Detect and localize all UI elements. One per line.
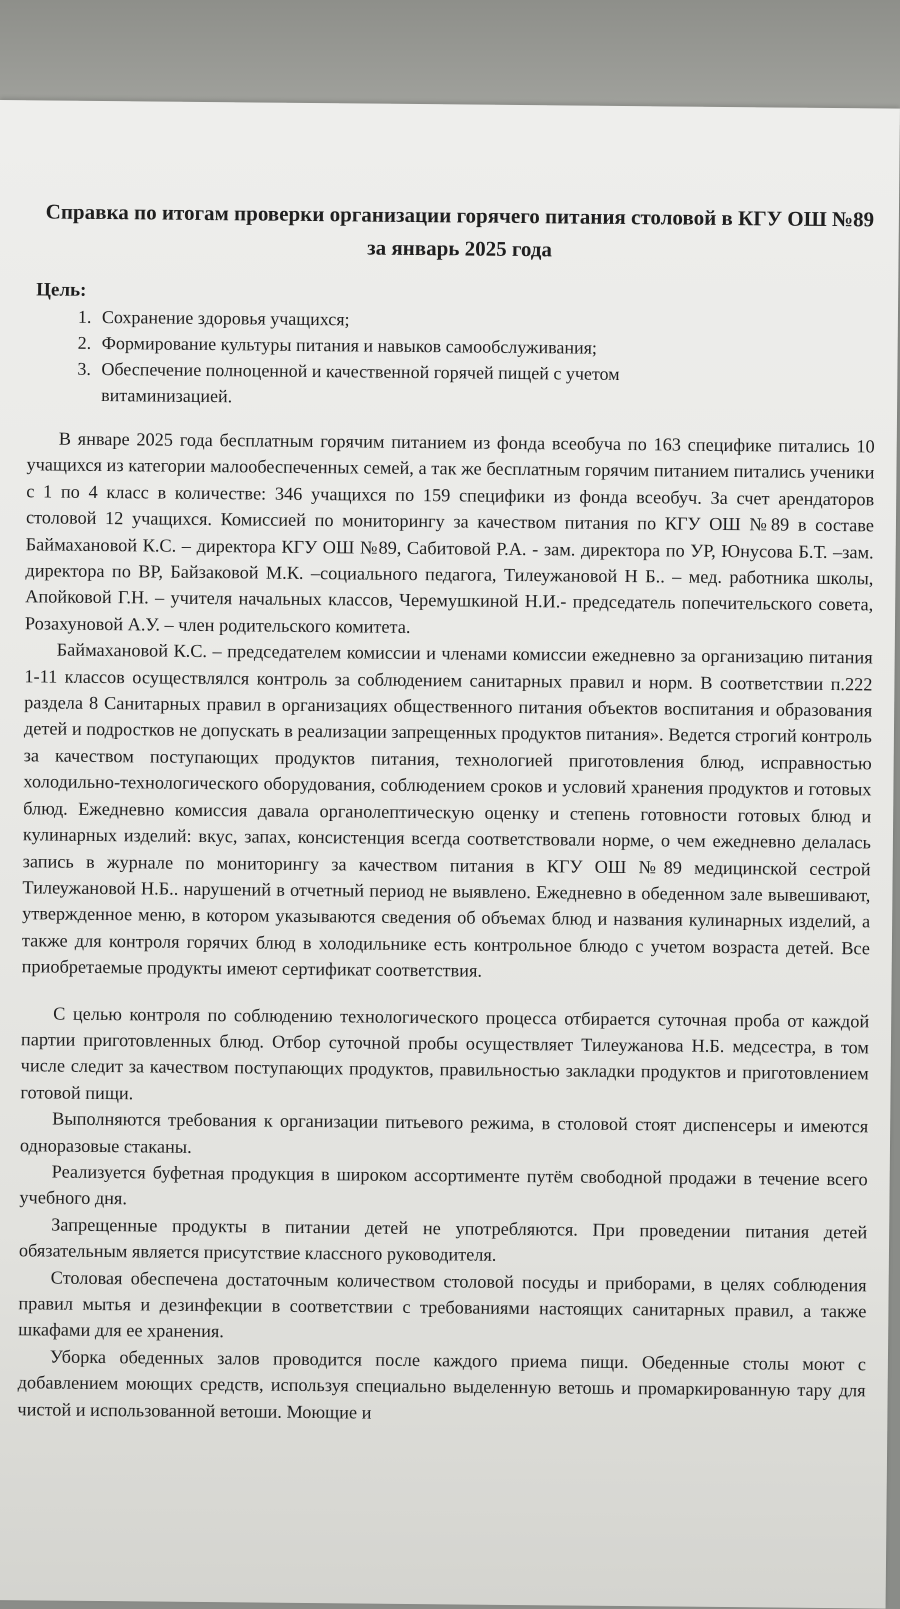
- goals-list: [27, 303, 736, 414]
- document-body: [17, 195, 877, 1430]
- paragraph-daily-sample: С целью контроля по соблюдению технологического процесса отбирается суточная проба от каждой партии приготовленных блюд. Отбор суточной пробы осуществляет Тилеужанова Н.Б. медсестра, в том числе следит за качеством поступающих продуктов, правильностью закладки продуктов и приготовлением готовой пищи.: [20, 1003, 870, 1104]
- paragraph-buffet: Реализуется буфетная продукция в широком ассортименте путём свободной продажи в течение всего учебного дня.: [19, 1161, 868, 1209]
- paragraph-forbidden-products: Запрещенные продукты в питании детей не употребляются. При проведении питания детей обязательным является присутствие классного руководителя.: [18, 1214, 868, 1266]
- paragraph-nutrition-funding: В январе 2025 года бесплатным горячим питанием из фонда всеобуча по 163 специфике питались 10 учащихся из категории малообеспеченных семей, а так же бесплатным горячим питанием питались ученики с 1 по 4 класс в количестве: 346 учащихся по 159 специфики из фонда всеобуч. За счет арендаторов столовой 12 учащихся. Комиссией по мониторингу за качеством питания по КГУ ОШ №89 в составе Баймахановой К.С. – директора КГУ ОШ №89, Сабитовой Р.А. - зам. директора по УР, Юнусова Б.Т. –зам. директора по ВР, Байзаковой М.К. –социального педагога, Тилеужановой Н Б.. – мед. работника школы, Апойковой Г.Н. – учителя начальных классов, Черемушкиной Н.И.- председатель попечительского совета, Розахуновой А.У. – член родительского комитета.: [24, 428, 875, 637]
- paragraph-cleaning: Уборка обеденных залов проводится после каждого приема пищи. Обеденные столы моют с добавлением моющих средств, используя специально выделенную ветошь и промаркированную тару для чистой и использованной ветоши. Моющие и: [17, 1346, 867, 1423]
- goal-item: 1. Сохранение здоровья учащихся;: [96, 304, 736, 336]
- paragraph-tableware: Столовая обеспечена достаточным количеством столовой посуды и приборами, в целях соблюдения правил мытья и дезинфекции в соответствии с требованиями настоящих санитарных правил, а также шкафами для ее хранения.: [18, 1267, 867, 1342]
- goal-item: 3. Обеспечение полноценной и качественной горячей пищей с учетом витаминизацией.: [95, 356, 735, 414]
- paragraph-drinking-regime: Выполняются требования к организации питьевого режима, в столовой стоят диспенсеры и имеются одноразовые стаканы.: [19, 1108, 869, 1157]
- goal-heading: Цель:: [36, 279, 87, 301]
- goal-item: 2. Формирование культуры питания и навыков самообслуживания;: [96, 330, 736, 362]
- document-title: Справка по итогам проверки организации горячего питания столовой в КГУ ОШ №89 за январь 2025 года: [45, 199, 875, 262]
- paragraph-commission-control: Баймахановой К.С. – председателем комиссии и членами комиссии ежедневно за организацию питания 1-11 классов осуществлялся контроль за соблюдением санитарных правил и норм. В соответствии п.222 раздела 8 Санитарных правил в организациях общественного питания объектов воспитания и образования детей и подростков не допускать в реализации запрещенных продуктов питания». Ведется строгий контроль за качеством поступающих продуктов питания, технологией приготовления блюд, исправностью холодильно-технологического оборудования, соблюдением сроков и условий хранения продуктов и готовых блюд. Ежедневно комиссия давала органолептическую оценку и степень готовности готовых блюд и кулинарных изделий: вкус, запах, консистенция всегда соответствовали норме, о чем ежедневно делалась запись в журнале по мониторингу за качеством питания в КГУ ОШ №89 медицинской сестрой Тилеужановой Н.Б.. нарушений в отчетный период не выявлено. Ежедневно в обеденном зале вывешивают, утвержденное меню, в котором указываются сведения об объемах блюд и названия кулинарных изделий, а также для контроля горячих блюд в холодильнике есть контрольное блюдо с учетом возраста детей. Все приобретаемые продукты имеют сертификат соответствия.: [21, 639, 873, 981]
- paper-sheet: [0, 100, 900, 1609]
